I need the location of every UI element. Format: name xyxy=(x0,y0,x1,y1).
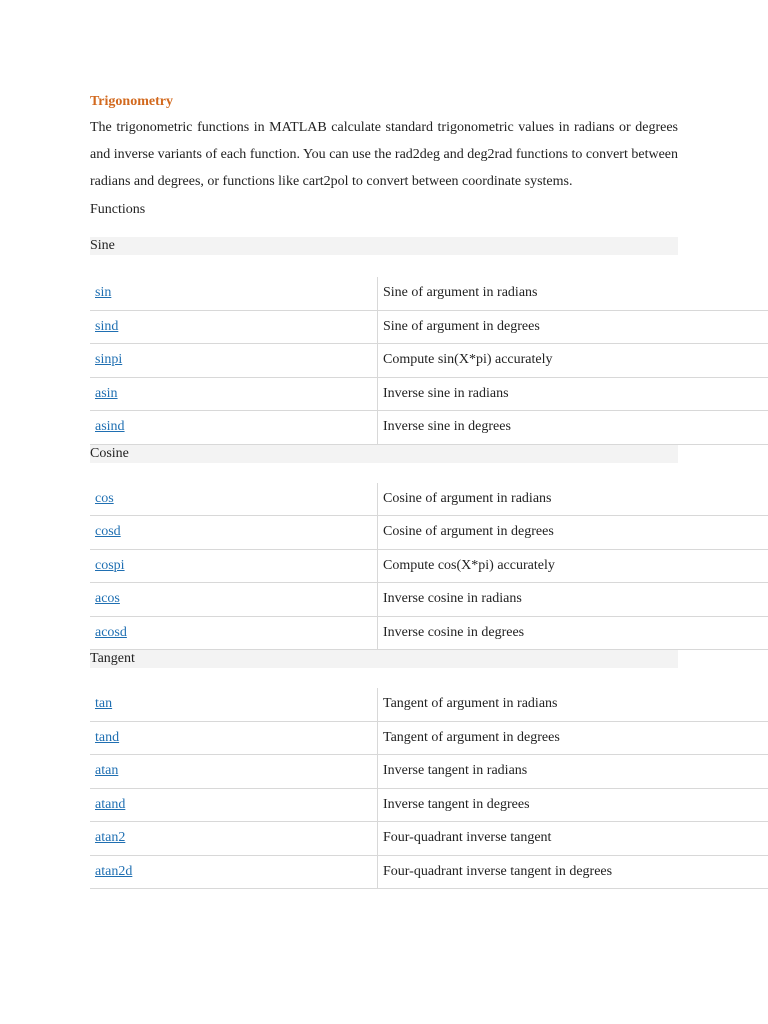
table-row xyxy=(90,516,768,550)
functions-label: Functions xyxy=(90,202,146,217)
function-description: Four-quadrant inverse tangent in degrees xyxy=(378,855,768,889)
function-link-cospi[interactable]: cospi xyxy=(95,557,125,573)
function-link-sinpi[interactable]: sinpi xyxy=(95,352,123,368)
table-row xyxy=(90,277,768,310)
function-description: Inverse cosine in radians xyxy=(378,583,768,617)
function-link-cos[interactable]: cos xyxy=(95,490,114,506)
function-description: Compute cos(X*pi) accurately xyxy=(378,549,768,583)
function-link-tan[interactable]: tan xyxy=(95,696,113,712)
table-row xyxy=(90,549,768,583)
function-link-cosd[interactable]: cosd xyxy=(95,524,121,540)
function-description: Cosine of argument in radians xyxy=(378,483,768,516)
table-row xyxy=(90,483,768,516)
function-link-atan2d[interactable]: atan2d xyxy=(95,863,133,879)
table-row xyxy=(90,310,768,344)
function-description: Four-quadrant inverse tangent xyxy=(378,822,768,856)
function-link-atand[interactable]: atand xyxy=(95,796,126,812)
function-description: Inverse cosine in degrees xyxy=(378,616,768,650)
function-link-acosd[interactable]: acosd xyxy=(95,624,127,640)
function-link-atan[interactable]: atan xyxy=(95,763,119,779)
function-link-asin[interactable]: asin xyxy=(95,385,118,401)
function-table-tangent xyxy=(90,688,768,889)
document-page xyxy=(90,92,768,889)
function-description: Tangent of argument in radians xyxy=(378,688,768,721)
function-table-sine xyxy=(90,277,768,445)
table-row xyxy=(90,788,768,822)
function-description: Inverse sine in degrees xyxy=(378,411,768,445)
function-description: Inverse tangent in degrees xyxy=(378,788,768,822)
group-header-cosine: Cosine xyxy=(90,445,678,463)
function-description: Cosine of argument in degrees xyxy=(378,516,768,550)
function-description: Sine of argument in radians xyxy=(378,277,768,310)
function-link-asind[interactable]: asind xyxy=(95,419,125,435)
table-row xyxy=(90,377,768,411)
table-row xyxy=(90,583,768,617)
table-row xyxy=(90,855,768,889)
function-description: Tangent of argument in degrees xyxy=(378,721,768,755)
table-row xyxy=(90,344,768,378)
intro-paragraph: The trigonometric functions in MATLAB calculate standard trigonometric values in radians or degrees and inverse variants of each function. You can use the rad2deg and deg2rad functions to convert between radians and degrees, or functions like cart2pol to convert between coordinate systems. xyxy=(90,120,678,189)
table-row xyxy=(90,616,768,650)
table-row xyxy=(90,688,768,721)
group-header-sine: Sine xyxy=(90,237,678,255)
function-link-tand[interactable]: tand xyxy=(95,729,120,745)
table-row xyxy=(90,822,768,856)
function-table-cosine xyxy=(90,483,768,651)
function-link-atan2[interactable]: atan2 xyxy=(95,830,126,846)
table-row xyxy=(90,755,768,789)
function-description: Sine of argument in degrees xyxy=(378,310,768,344)
table-row xyxy=(90,721,768,755)
function-description: Inverse tangent in radians xyxy=(378,755,768,789)
group-header-tangent: Tangent xyxy=(90,650,678,668)
function-description: Inverse sine in radians xyxy=(378,377,768,411)
function-link-sind[interactable]: sind xyxy=(95,318,119,334)
table-row xyxy=(90,411,768,445)
function-link-sin[interactable]: sin xyxy=(95,285,112,301)
page-title: Trigonometry xyxy=(90,94,173,109)
function-link-acos[interactable]: acos xyxy=(95,591,120,607)
function-description: Compute sin(X*pi) accurately xyxy=(378,344,768,378)
